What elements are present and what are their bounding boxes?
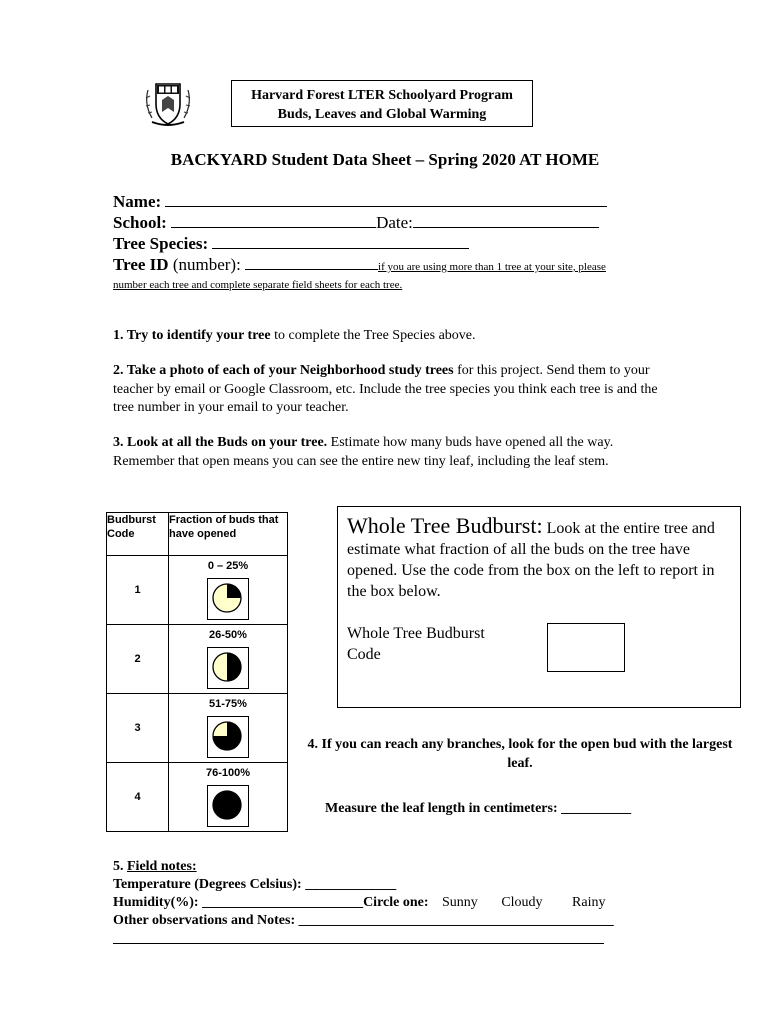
page-title: BACKYARD Student Data Sheet – Spring 2020 AT HOME bbox=[170, 150, 600, 169]
other-notes-field[interactable]: _____________________________________________ bbox=[298, 913, 614, 928]
pie-quarter-icon bbox=[211, 582, 243, 614]
field-notes-heading bbox=[113, 858, 614, 876]
pie-slice bbox=[227, 653, 241, 681]
option-sunny[interactable]: Sunny bbox=[442, 895, 478, 910]
code-number: 1 bbox=[107, 556, 169, 625]
q2-text: for this project. Send them to your teacher by email or Google Classroom, etc. Include the tree species you think each tree is and the tree number in your email to your teacher. bbox=[113, 363, 658, 415]
species-label: Tree Species: bbox=[113, 234, 209, 253]
treeid-note: if you are using more than 1 tree at your site, please bbox=[378, 261, 606, 273]
budburst-instructions bbox=[347, 513, 732, 602]
temperature-label: Temperature (Degrees Celsius): bbox=[113, 877, 302, 892]
q3-bold: 3. Look at all the Buds on your tree. bbox=[113, 435, 328, 450]
other-notes-label: Other observations and Notes: bbox=[113, 913, 296, 928]
pie-three-quarter-icon bbox=[211, 720, 243, 752]
school-row bbox=[113, 212, 599, 233]
table-row bbox=[107, 625, 288, 694]
fraction-cell bbox=[169, 556, 288, 625]
humidity-field[interactable]: _______________________ bbox=[202, 895, 364, 910]
fraction-cell bbox=[169, 763, 288, 832]
col-header-code: Budburst Code bbox=[107, 513, 169, 556]
field-notes-num: 5. bbox=[113, 859, 124, 874]
table-row bbox=[107, 694, 288, 763]
pie-half-icon bbox=[211, 651, 243, 683]
school-field[interactable] bbox=[171, 212, 376, 228]
q1-text: to complete the Tree Species above. bbox=[270, 328, 476, 343]
option-rainy[interactable]: Rainy bbox=[572, 895, 606, 910]
pie-slice bbox=[227, 584, 241, 598]
humidity-row bbox=[113, 894, 614, 912]
budburst-code-table bbox=[106, 512, 288, 832]
pie-box bbox=[207, 785, 249, 827]
program-name: Harvard Forest LTER Schoolyard Program bbox=[251, 88, 513, 103]
pie-box bbox=[207, 716, 249, 758]
field-notes-title: Field notes: bbox=[127, 859, 197, 874]
name-label: Name: bbox=[113, 192, 162, 211]
q3-text: Estimate how many buds have opened all the way. Remember that open means you can see the entire new tiny leaf, including the leaf stem. bbox=[113, 435, 614, 469]
circle-one-label: Circle one: bbox=[363, 895, 429, 910]
date-label: Date: bbox=[376, 213, 413, 232]
pie-background bbox=[213, 791, 241, 819]
date-field[interactable] bbox=[413, 212, 599, 228]
fraction-cell bbox=[169, 694, 288, 763]
measure-field[interactable]: __________ bbox=[561, 801, 632, 816]
field-notes-section bbox=[113, 858, 614, 930]
humidity-label: Humidity(%): bbox=[113, 895, 199, 910]
budburst-code-input[interactable] bbox=[547, 623, 625, 672]
treeid-label: Tree ID bbox=[113, 255, 169, 274]
measure-label: Measure the leaf length in centimeters: bbox=[325, 801, 558, 816]
code-number: 3 bbox=[107, 694, 169, 763]
treeid-row bbox=[113, 254, 606, 275]
fraction-range: 51-75% bbox=[209, 698, 247, 710]
q2-bold: 2. Take a photo of each of your Neighborhood study trees bbox=[113, 363, 454, 378]
other-notes-line[interactable] bbox=[113, 943, 604, 944]
question-2 bbox=[113, 362, 658, 418]
table-row bbox=[107, 763, 288, 832]
harvard-shield-logo-icon bbox=[140, 78, 196, 128]
temperature-row bbox=[113, 876, 614, 894]
pie-box bbox=[207, 578, 249, 620]
measure-row bbox=[325, 801, 631, 817]
fraction-range: 26-50% bbox=[209, 629, 247, 641]
treeid-field[interactable] bbox=[245, 254, 378, 270]
code-number: 2 bbox=[107, 625, 169, 694]
treeid-note-2: number each tree and complete separate field sheets for each tree. bbox=[113, 279, 403, 291]
question-3 bbox=[113, 434, 658, 471]
treeid-paren: (number): bbox=[172, 255, 241, 274]
fraction-range: 0 – 25% bbox=[207, 560, 249, 572]
option-cloudy[interactable]: Cloudy bbox=[501, 895, 543, 910]
question-1 bbox=[113, 327, 658, 346]
table-row bbox=[107, 556, 288, 625]
q1-bold: 1. Try to identify your tree bbox=[113, 328, 271, 343]
program-header bbox=[231, 80, 533, 127]
col-header-fraction: Fraction of buds that have opened bbox=[169, 513, 288, 556]
pie-box bbox=[207, 647, 249, 689]
school-label: School: bbox=[113, 213, 167, 232]
pie-full-icon bbox=[211, 789, 243, 821]
fraction-range: 76-100% bbox=[205, 767, 251, 779]
budburst-title: Whole Tree Budburst: bbox=[347, 513, 543, 538]
other-notes-row bbox=[113, 912, 614, 930]
species-row bbox=[113, 233, 469, 254]
budburst-text: Look at the entire tree and estimate what fraction of all the buds on the tree have opened. Use the code from the box on the left to report in the box below. bbox=[347, 520, 715, 600]
program-subtitle: Buds, Leaves and Global Warming bbox=[277, 107, 487, 122]
code-number: 4 bbox=[107, 763, 169, 832]
budburst-code-label: Whole Tree Budburst Code bbox=[347, 625, 485, 663]
fraction-cell bbox=[169, 625, 288, 694]
name-field[interactable] bbox=[165, 191, 607, 207]
species-field[interactable] bbox=[212, 233, 469, 249]
treeid-note-cont bbox=[113, 275, 402, 293]
temperature-field[interactable]: _____________ bbox=[305, 877, 397, 892]
question-4: 4. If you can reach any branches, look for the open bud with the largest leaf. bbox=[307, 737, 733, 771]
name-row bbox=[113, 191, 607, 212]
